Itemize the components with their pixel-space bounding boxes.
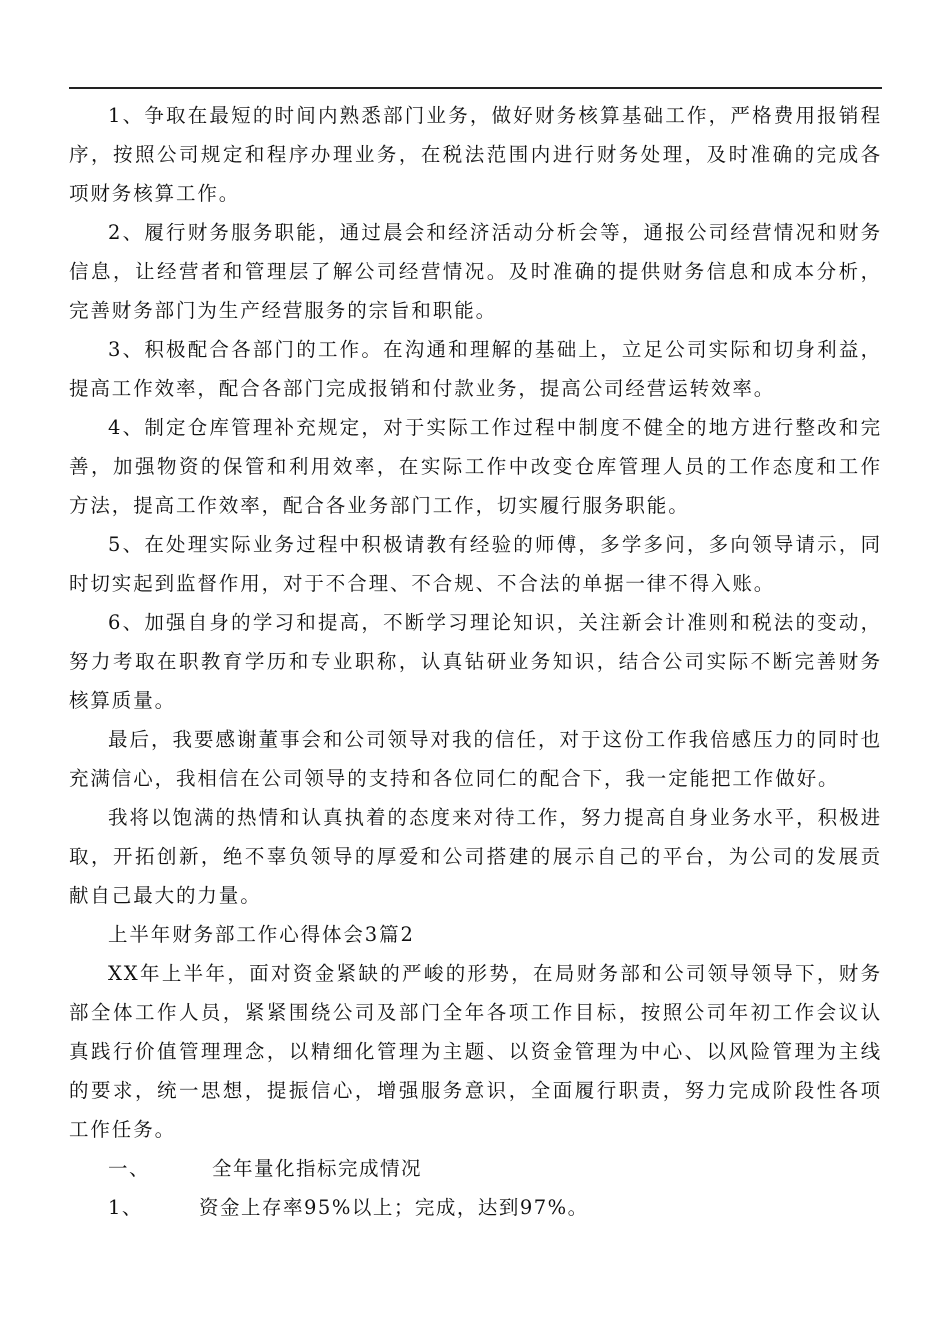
paragraph-item-3: 3、积极配合各部门的工作。在沟通和理解的基础上，立足公司实际和切身利益，提高工作效率，配合各部门完成报销和付款业务，提高公司经营运转效率。 xyxy=(69,338,882,400)
paragraph-item-6: 6、加强自身的学习和提高，不断学习理论知识，关注新会计准则和税法的变动，努力考取在职教育学历和专业职称，认真钻研业务知识，结合公司实际不断完善财务核算质量。 xyxy=(69,611,882,712)
section-number: 一、 xyxy=(108,1157,151,1180)
section-heading-1 xyxy=(69,1149,882,1188)
list-item-1 xyxy=(69,1188,882,1227)
paragraph-item-5: 5、在处理实际业务过程中积极请教有经验的师傅，多学多问，多向领导请示，同时切实起到监督作用，对于不合理、不合规、不合法的单据一律不得入账。 xyxy=(69,533,882,595)
list-item-number: 1、 xyxy=(108,1196,143,1219)
paragraph-closing-commitment: 我将以饱满的热情和认真执着的态度来对待工作，努力提高自身业务水平，积极进取，开拓创新，绝不辜负领导的厚爱和公司搭建的展示自己的平台，为公司的发展贡献自己最大的力量。 xyxy=(69,806,882,907)
list-item-text: 资金上存率95%以上；完成，达到97%。 xyxy=(199,1196,589,1219)
section-title: 全年量化指标完成情况 xyxy=(212,1157,423,1180)
paragraph-closing-thanks: 最后，我要感谢董事会和公司领导对我的信任，对于这份工作我倍感压力的同时也充满信心，我相信在公司领导的支持和各位同仁的配合下，我一定能把工作做好。 xyxy=(69,728,882,790)
header-rule xyxy=(69,87,882,89)
paragraph-item-1: 1、争取在最短的时间内熟悉部门业务，做好财务核算基础工作，严格费用报销程序，按照公司规定和程序办理业务，在税法范围内进行财务处理，及时准确的完成各项财务核算工作。 xyxy=(69,104,882,205)
section-subtitle: 上半年财务部工作心得体会3篇2 xyxy=(108,923,415,946)
paragraph-item-4: 4、制定仓库管理补充规定，对于实际工作过程中制度不健全的地方进行整改和完善，加强物资的保管和利用效率，在实际工作中改变仓库管理人员的工作态度和工作方法，提高工作效率，配合各业务部门工作，切实履行服务职能。 xyxy=(69,416,882,517)
paragraph-item-2: 2、履行财务服务职能，通过晨会和经济活动分析会等，通报公司经营情况和财务信息，让经营者和管理层了解公司经营情况。及时准确的提供财务信息和成本分析，完善财务部门为生产经营服务的宗旨和职能。 xyxy=(69,221,882,322)
intro-paragraph: XX年上半年，面对资金紧缺的严峻的形势，在局财务部和公司领导领导下，财务部全体工作人员，紧紧围绕公司及部门全年各项工作目标，按照公司年初工作会议认真践行价值管理理念，以精细化管理为主题、以资金管理为中心、以风险管理为主线的要求，统一思想，提振信心，增强服务意识，全面履行职责，努力完成阶段性各项工作任务。 xyxy=(69,962,882,1141)
document-body xyxy=(69,96,882,1227)
